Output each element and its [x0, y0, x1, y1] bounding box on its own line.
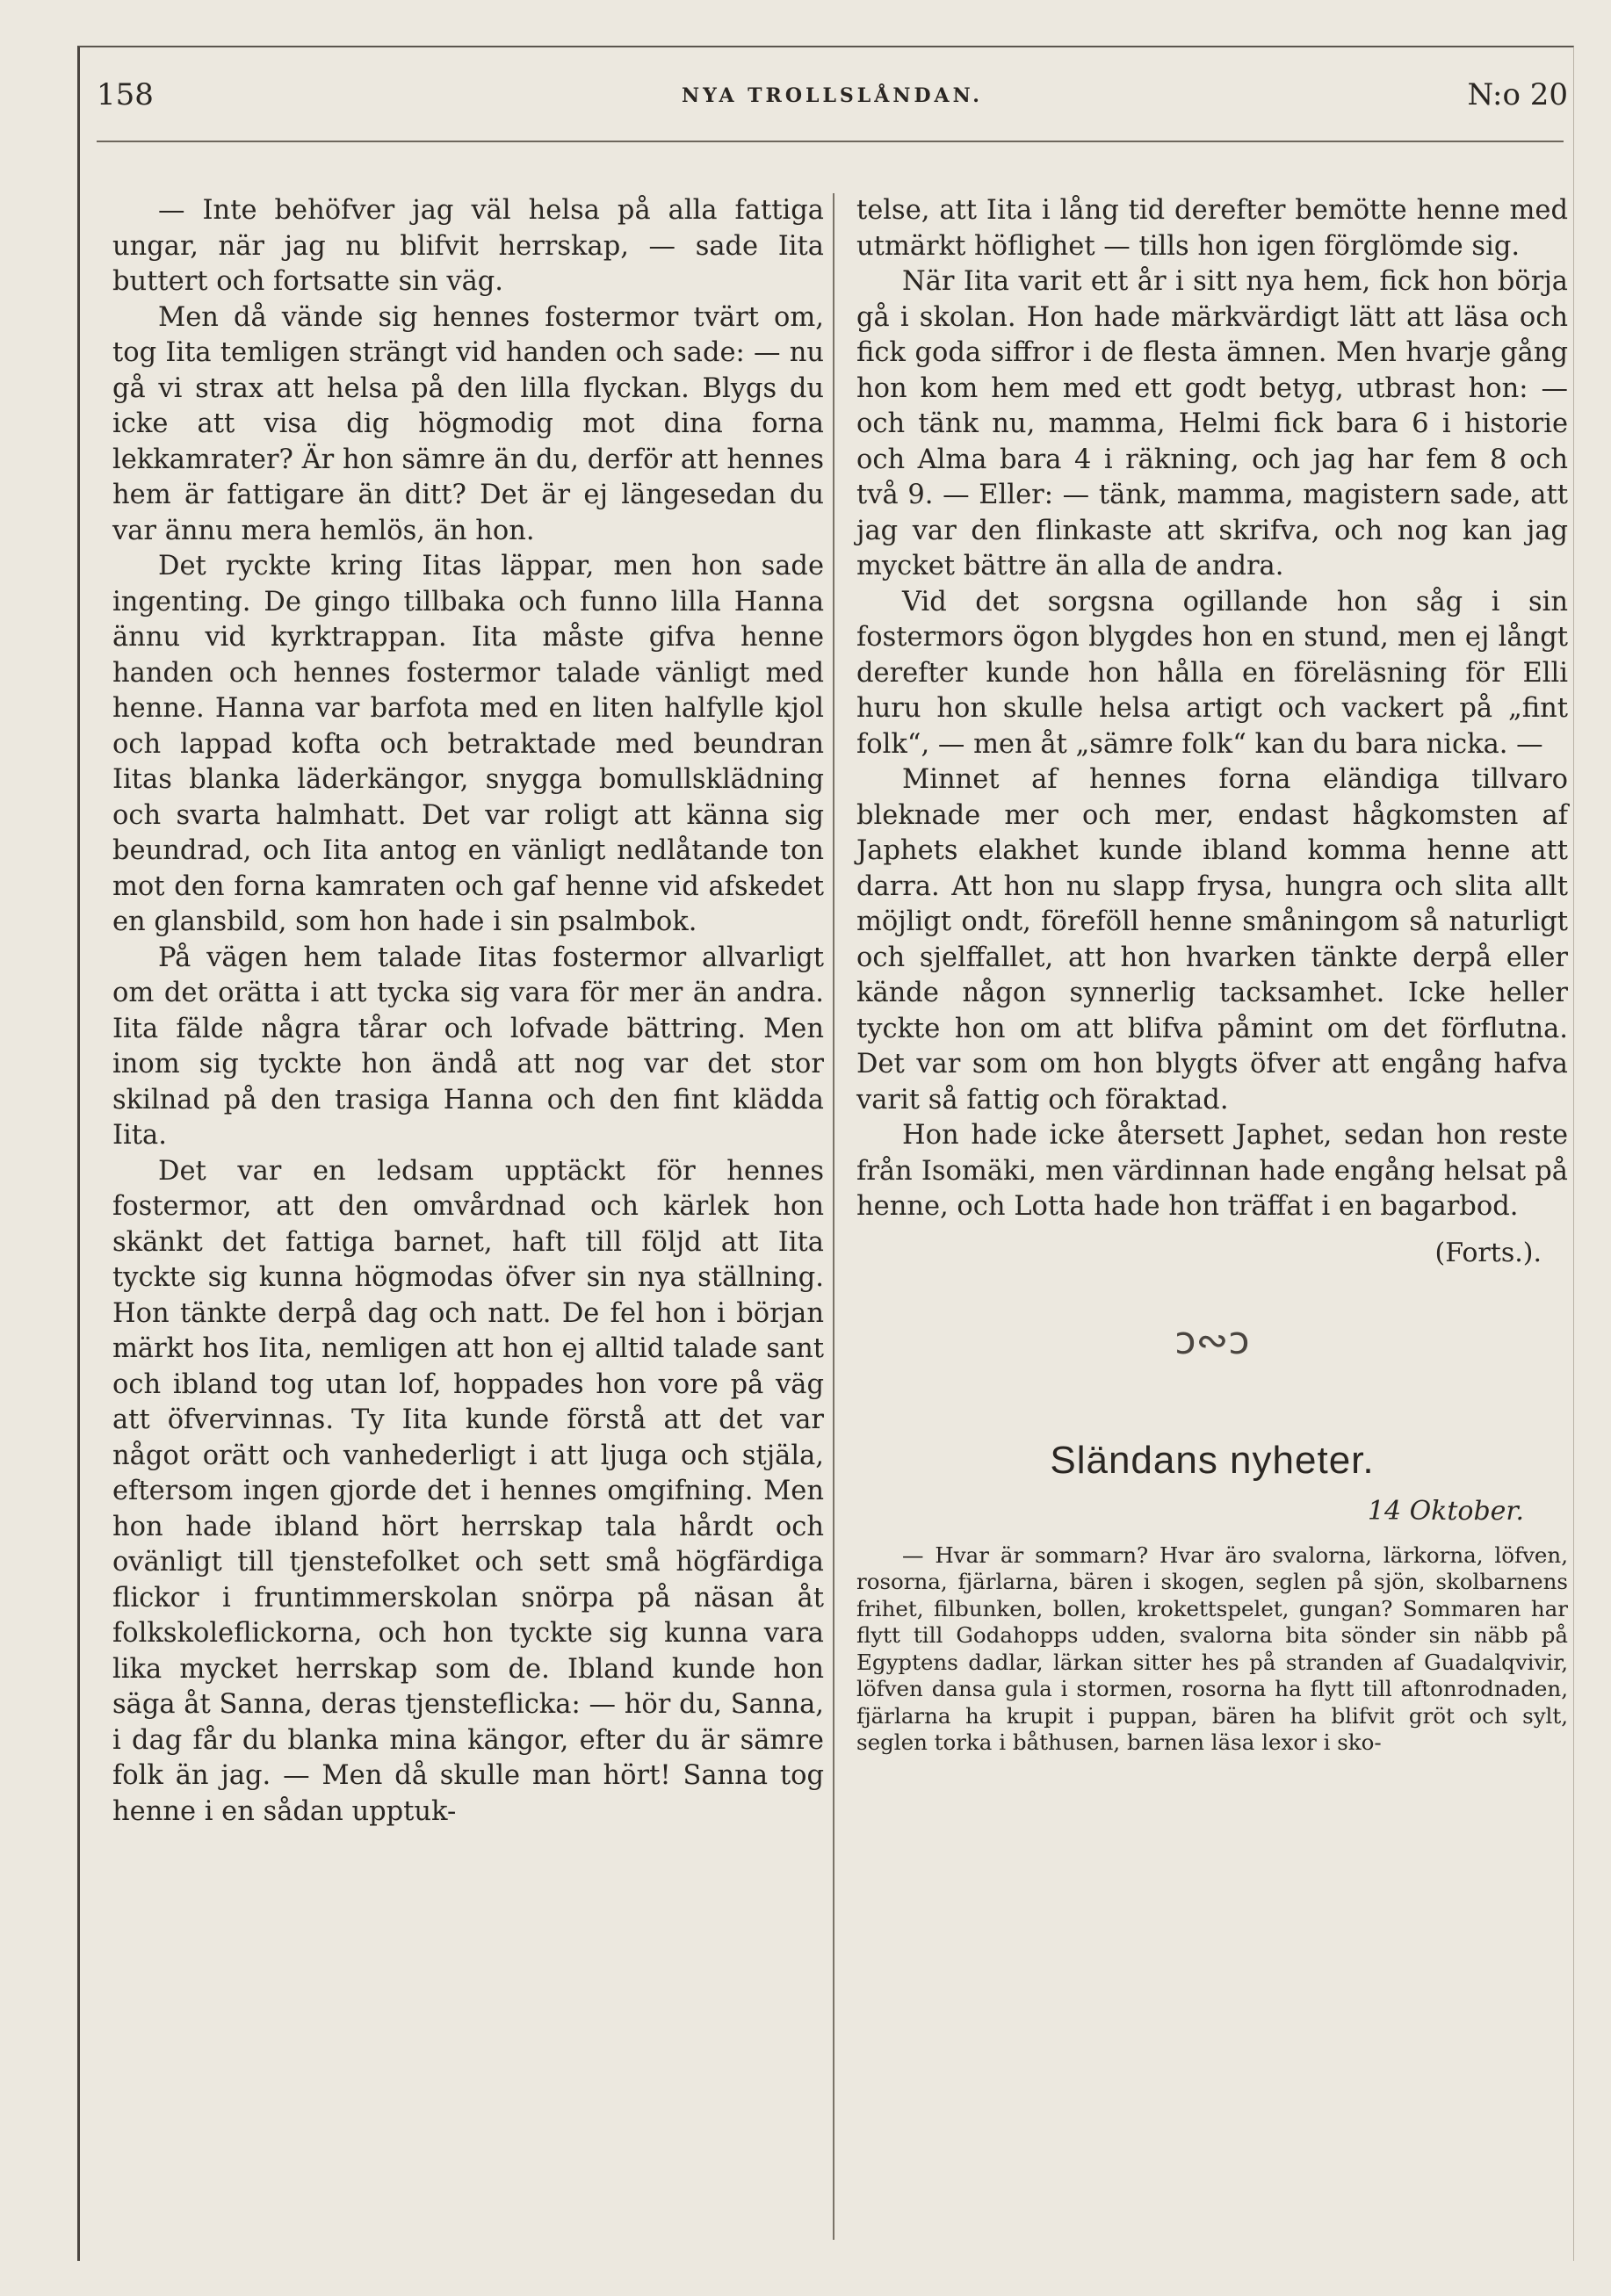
paragraph: Hon hade icke återsett Japhet, sedan hon reste från Isomäki, men värdinnan hade engång helsat på henne, och Lotta hade hon träffat i en bagarbod. — [856, 1120, 1568, 1222]
paragraph: Det ryckte kring Iitas läppar, men hon sade ingenting. De gingo tillbaka och funno lilla Hanna ännu vid kyrktrappan. Iita måste gifva henne handen och hennes fostermor talade vänligt med henne. Hanna var barfota med en liten halfylle kjol och lappad kofta och betraktade med beundran Iitas blanka läderkängor, snygga bomullsklädning och svarta halmhatt. Det var roligt att känna sig beundrad, och Iita antog en vänligt nedlåtande ton mot den forna kamraten och gaf henne vid afskedet en glansbild, som hon hade i sin psalmbok. — [112, 551, 824, 937]
header-rule — [97, 141, 1564, 142]
left-column — [112, 193, 824, 1830]
right-column — [856, 193, 1568, 1757]
paragraph: Minnet af hennes forna eländiga tillvaro bleknade mer och mer, endast hågkomsten af Japhets elakhet kunde ibland komma henne att darra. Att hon nu slapp frysa, hungra och slita allt möjligt ondt, föreföll henne småningom så naturligt och sjelffallet, att hon hvarken tänkte derpå eller kände någon synnerlig tacksamhet. Icke heller tyckte hon om att blifva påmint om det förflutna. Det var som om hon blygts öfver att engång hafva varit så fattig och föraktad. — [856, 764, 1568, 1116]
column-divider — [833, 193, 834, 2240]
paragraph: På vägen hem talade Iitas fostermor allvarligt om det orätta i att tycka sig vara för mer än andra. Iita fälde några tårar och lofvade bättring. Men inom sig tyckte hon ändå att nog var det stor skilnad på den trasiga Hanna och den fint klädda Iita. — [112, 942, 824, 1151]
ornament-divider: ↄ∾ↄ — [1174, 1318, 1250, 1363]
paragraph: — Inte behöfver jag väl helsa på alla fattiga ungar, när jag nu blifvit herrskap, — sade Iita buttert och fortsatte sin väg. — [112, 195, 824, 297]
news-section — [856, 1542, 1568, 1757]
paragraph: Det var en ledsam upptäckt för hennes fostermor, att den omvårdnad och kärlek hon skänkt det fattiga barnet, haft till följd att Iita tyckte sig kunna högmodas öfver sin nya ställning. Hon tänkte derpå dag och natt. De fel hon i början märkt hos Iita, nemligen att hon ej alltid talade sant och ibland tog utan lof, hoppades hon vore på väg att öfvervinnas. Ty Iita kunde förstå att det var något orätt och vanhederligt i att ljuga och stjäla, eftersom ingen gjorde det i hennes omgifning. Men hon hade ibland hört herrskap tala hårdt och ovänligt till tjenstefolket och sett små högfärdiga flickor i fruntimmerskolan snörpa på näsan åt folkskoleflickorna, och hon tyckte sig kunna vara lika mycket herrskap som de. Ibland kunde hon säga åt Sanna, deras tjensteflicka: — hör du, Sanna, i dag får du blanka mina kängor, efter du är sämre folk än jag. — Men då skulle man hört! Sanna tog henne i en sådan upptuk- — [112, 1155, 824, 1827]
news-paragraph: — Hvar är sommarn? Hvar äro svalorna, lärkorna, löfven, rosorna, fjärlarna, bären i skogen, seglen på sjön, skolbarnens frihet, filbunken, bollen, krokettspelet, gungan? Sommaren har flytt till Godahopps udden, svalorna bita sönder sin näbb på Egyptens dadlar, lärkan sitter hes på stranden af Guadalqvivir, löfven dansa gula i stormen, rosorna ha flytt till aftonrodnaden, fjärlarna ha krupit i puppan, bären ha blifvit gröt och sylt, seglen torka i båthusen, barnen läsa lexor i sko- — [856, 1541, 1568, 1755]
issue-number: N:o 20 — [1467, 77, 1568, 112]
page-header — [97, 69, 1568, 121]
paragraph: När Iita varit ett år i sitt nya hem, fick hon börja gå i skolan. Hon hade märkvärdigt lätt att läsa och fick goda siffror i de flesta ämnen. Men hvarje gång hon kom hem med ett godt betyg, utbrast hon: — och tänk nu, mamma, Helmi fick bara 6 i historie och Alma bara 4 i räkning, och jag har fem 8 och två 9. — Eller: — tänk, mamma, magistern sade, att jag var den flinkaste att skrifva, och nog kan jag mycket bättre än alla de andra. — [856, 266, 1568, 581]
page-number: 158 — [97, 77, 154, 112]
paragraph: Men då vände sig hennes fostermor tvärt om, tog Iita temligen strängt vid handen och sade: — nu gå vi strax att helsa på den lilla flyckan. Blygs du icke att visa dig högmodig mot dina forna lekkamrater? Är hon sämre än du, derför att hennes hem är fattigare än ditt? Det är ej längesedan du var ännu mera hemlös, än hon. — [112, 301, 824, 546]
running-title: NYA TROLLSLÅNDAN. — [682, 84, 983, 107]
continued-note: (Forts.). — [1434, 1237, 1542, 1268]
paragraph: telse, att Iita i lång tid derefter bemötte henne med utmärkt höflighet — tills hon igen förglömde sig. — [856, 195, 1568, 262]
paragraph: Vid det sorgsna ogillande hon såg i sin fostermors ögon blygdes hon en stund, men ej långt derefter kunde hon hålla en föreläsning för Elli huru hon skulle helsa artigt och vackert på „fint folk“, — men åt „sämre folk“ kan du bara nicka. — — [856, 586, 1568, 760]
dateline: 14 Oktober. — [1367, 1496, 1524, 1527]
section-title: Sländans nyheter. — [1050, 1438, 1375, 1482]
